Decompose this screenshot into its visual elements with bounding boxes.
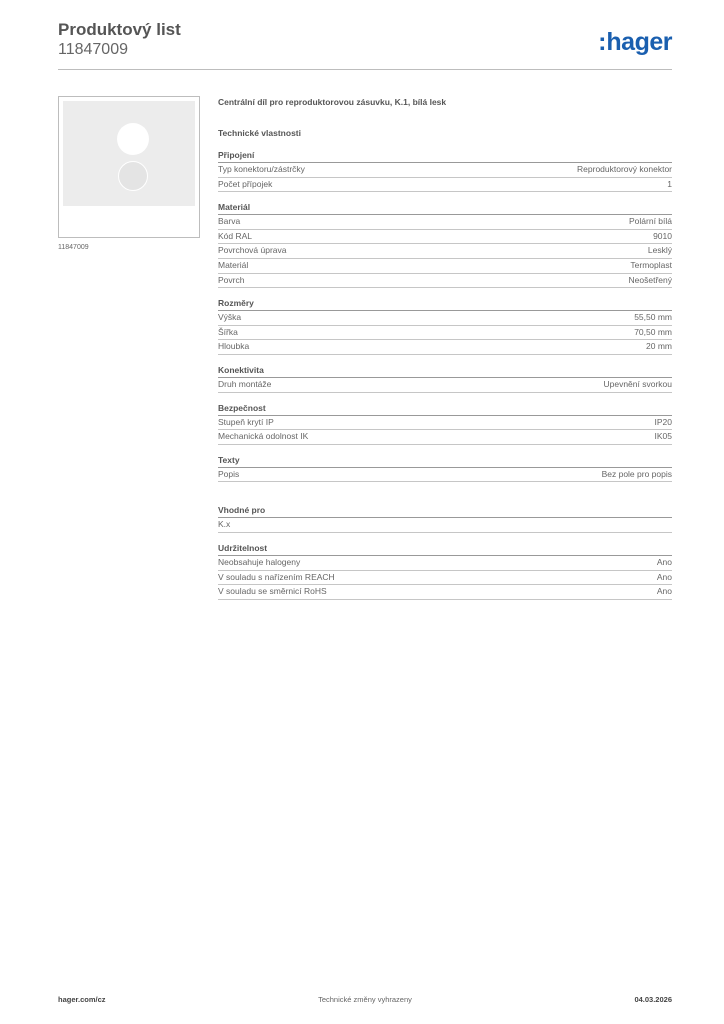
spec-value: 20 mm (646, 341, 672, 352)
plate-ring-graphic (118, 161, 148, 191)
spec-label: Barva (218, 216, 241, 227)
product-number: 11847009 (58, 41, 128, 58)
section-title: Konektivita (218, 364, 672, 378)
product-image (58, 96, 200, 238)
footer-note: Technické změny vyhrazeny (318, 995, 412, 1004)
spec-value: 55,50 mm (634, 312, 672, 323)
spec-value: IK05 (654, 431, 672, 442)
spec-label: Povrch (218, 274, 245, 285)
footer-website: hager.com/cz (58, 995, 106, 1004)
spec-value: 9010 (653, 230, 672, 241)
spec-value: Polární bílá (629, 216, 672, 227)
spec-row (218, 259, 672, 274)
spec-value: Bez pole pro popis (601, 468, 672, 479)
spec-value: Neošetřený (628, 274, 672, 285)
spec-row (218, 326, 672, 341)
spec-label: Popis (218, 468, 240, 479)
spec-label: Šířka (218, 326, 238, 337)
section-material (218, 201, 672, 288)
section-title: Texty (218, 454, 672, 468)
spec-label: V souladu se směrnicí RoHS (218, 586, 327, 597)
spec-row (218, 468, 672, 483)
spec-row (218, 274, 672, 289)
spec-label: Povrchová úprava (218, 245, 287, 256)
section-title: Materiál (218, 201, 672, 215)
spec-row (218, 585, 672, 600)
spec-label: Neobsahuje halogeny (218, 556, 301, 567)
hager-logo: :hager (598, 28, 672, 56)
spec-row (218, 571, 672, 586)
section-pripojeni (218, 149, 672, 192)
section-title: Udržitelnost (218, 542, 672, 556)
spec-value: Ano (656, 556, 672, 567)
spec-row (218, 163, 672, 178)
spec-row (218, 215, 672, 230)
spec-label: Kód RAL (218, 230, 253, 241)
spec-value: Upevnění svorkou (603, 378, 672, 389)
product-name: Centrální díl pro reproduktorovou zásuvku, K.1, bílá lesk (218, 97, 447, 107)
tech-properties-heading: Technické vlastnosti (218, 128, 301, 138)
spec-row (218, 311, 672, 326)
section-bezpecnost (218, 402, 672, 445)
spec-row (218, 518, 672, 533)
spec-label: Mechanická odolnost IK (218, 431, 309, 442)
footer-date: 04.03.2026 (634, 995, 672, 1004)
spec-row (218, 340, 672, 355)
spec-row (218, 430, 672, 445)
spec-row (218, 244, 672, 259)
spec-value: Termoplast (630, 259, 672, 270)
section-title: Rozměry (218, 297, 672, 311)
spec-label: Výška (218, 312, 242, 323)
page-header (58, 20, 672, 70)
spec-value: Lesklý (647, 245, 672, 256)
spec-label: K.x (218, 519, 231, 530)
spec-label: Druh montáže (218, 378, 272, 389)
spec-row (218, 416, 672, 431)
spec-content (218, 95, 672, 600)
spec-label: Materiál (218, 259, 249, 270)
spec-row (218, 230, 672, 245)
spec-value: Ano (656, 571, 672, 582)
spec-value: Reproduktorový konektor (577, 164, 672, 174)
section-konektivita (218, 364, 672, 393)
section-rozmery (218, 297, 672, 355)
spec-label: Počet přípojek (218, 178, 273, 189)
image-caption: 11847009 (58, 244, 89, 251)
spec-value: Ano (656, 586, 672, 597)
plate-hole-graphic (117, 123, 149, 155)
spec-row (218, 178, 672, 193)
page-footer (58, 995, 672, 1009)
spec-row (218, 556, 672, 571)
page-title: Produktový list (58, 20, 181, 39)
spec-value: 70,50 mm (634, 326, 672, 337)
section-vhodne-pro (218, 504, 672, 533)
spec-value: 1 (667, 178, 672, 189)
hager-logo-text: hager (606, 28, 672, 56)
section-title: Bezpečnost (218, 402, 672, 416)
section-title: Vhodné pro (218, 504, 672, 518)
section-title: Připojení (218, 149, 672, 163)
spec-value: IP20 (654, 416, 672, 427)
section-udrzitelnost (218, 542, 672, 600)
spec-label: Typ konektoru/zástrčky (218, 164, 305, 174)
spec-label: Stupeň krytí IP (218, 416, 274, 427)
cover-plate-graphic (63, 101, 195, 206)
spec-label: Hloubka (218, 341, 250, 352)
header-divider (58, 69, 672, 70)
spec-label: V souladu s nařízením REACH (218, 571, 335, 582)
section-texty (218, 454, 672, 483)
spec-row (218, 378, 672, 393)
